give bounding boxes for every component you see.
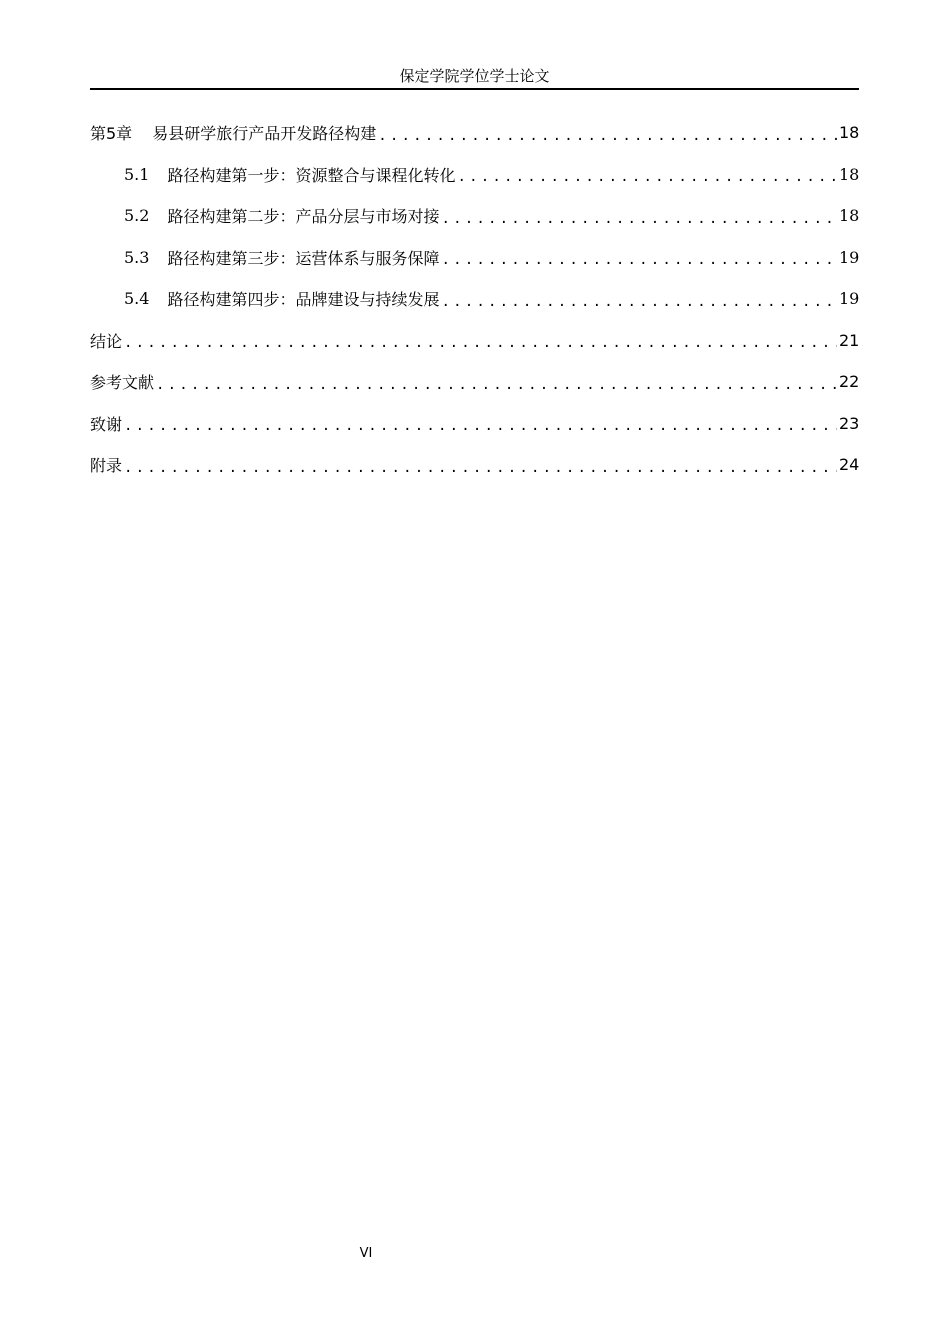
toc-entry-references[interactable] [90, 361, 859, 403]
toc-entry-page: 19 [839, 289, 860, 309]
toc-entry-title: 路径构建第三步：运营体系与服务保障 [167, 248, 440, 268]
toc-entry-number: 5.1 [124, 164, 150, 184]
page-number: VI [359, 1246, 373, 1261]
toc-entry-chapter-5[interactable] [90, 112, 859, 154]
toc-entry-title: 路径构建第一步：资源整合与课程化转化 [167, 165, 456, 185]
toc-entry-5-3[interactable] [90, 237, 859, 279]
toc-entry-title: 路径构建第二步：产品分层与市场对接 [167, 207, 440, 227]
toc-entry-appendix[interactable] [90, 444, 859, 486]
toc-entry-title: 路径构建第四步：品牌建设与持续发展 [167, 290, 440, 310]
toc-entry-page: 19 [839, 247, 860, 267]
toc-dot-leader [441, 295, 837, 309]
toc-entry-title: 结论 [90, 331, 123, 351]
toc-entry-conclusion[interactable] [90, 320, 859, 362]
toc-entry-page: 24 [839, 455, 860, 475]
toc-dot-leader [441, 253, 837, 267]
toc-entry-title: 易县研学旅行产品开发路径构建 [152, 124, 377, 144]
toc-dot-leader [378, 129, 837, 143]
toc-entry-5-1[interactable] [90, 154, 859, 196]
toc-entry-page: 18 [839, 123, 860, 143]
toc-entry-page: 23 [839, 413, 860, 433]
toc-dot-leader [441, 212, 837, 226]
page-header-title: 保定学院学位学士论文 [399, 67, 550, 85]
header-rule [90, 88, 859, 90]
toc-dot-leader [124, 419, 837, 433]
toc-entry-title: 参考文献 [90, 373, 155, 393]
toc-entry-number: 5.4 [124, 289, 150, 309]
toc-dot-leader [124, 336, 837, 350]
table-of-contents [90, 112, 859, 486]
toc-dot-leader [124, 461, 837, 475]
toc-entry-title: 致谢 [90, 414, 123, 434]
toc-entry-5-2[interactable] [90, 195, 859, 237]
toc-entry-number: 5.2 [124, 206, 150, 226]
toc-entry-title: 附录 [90, 456, 123, 476]
toc-entry-page: 22 [839, 372, 860, 392]
toc-entry-page: 18 [839, 206, 860, 226]
toc-dot-leader [156, 378, 837, 392]
toc-entry-acknowledgements[interactable] [90, 403, 859, 445]
toc-entry-number: 第5章 [90, 124, 133, 144]
toc-dot-leader [457, 170, 837, 184]
toc-entry-5-4[interactable] [90, 278, 859, 320]
toc-entry-page: 21 [839, 330, 860, 350]
toc-entry-page: 18 [839, 164, 860, 184]
toc-entry-number: 5.3 [124, 247, 150, 267]
